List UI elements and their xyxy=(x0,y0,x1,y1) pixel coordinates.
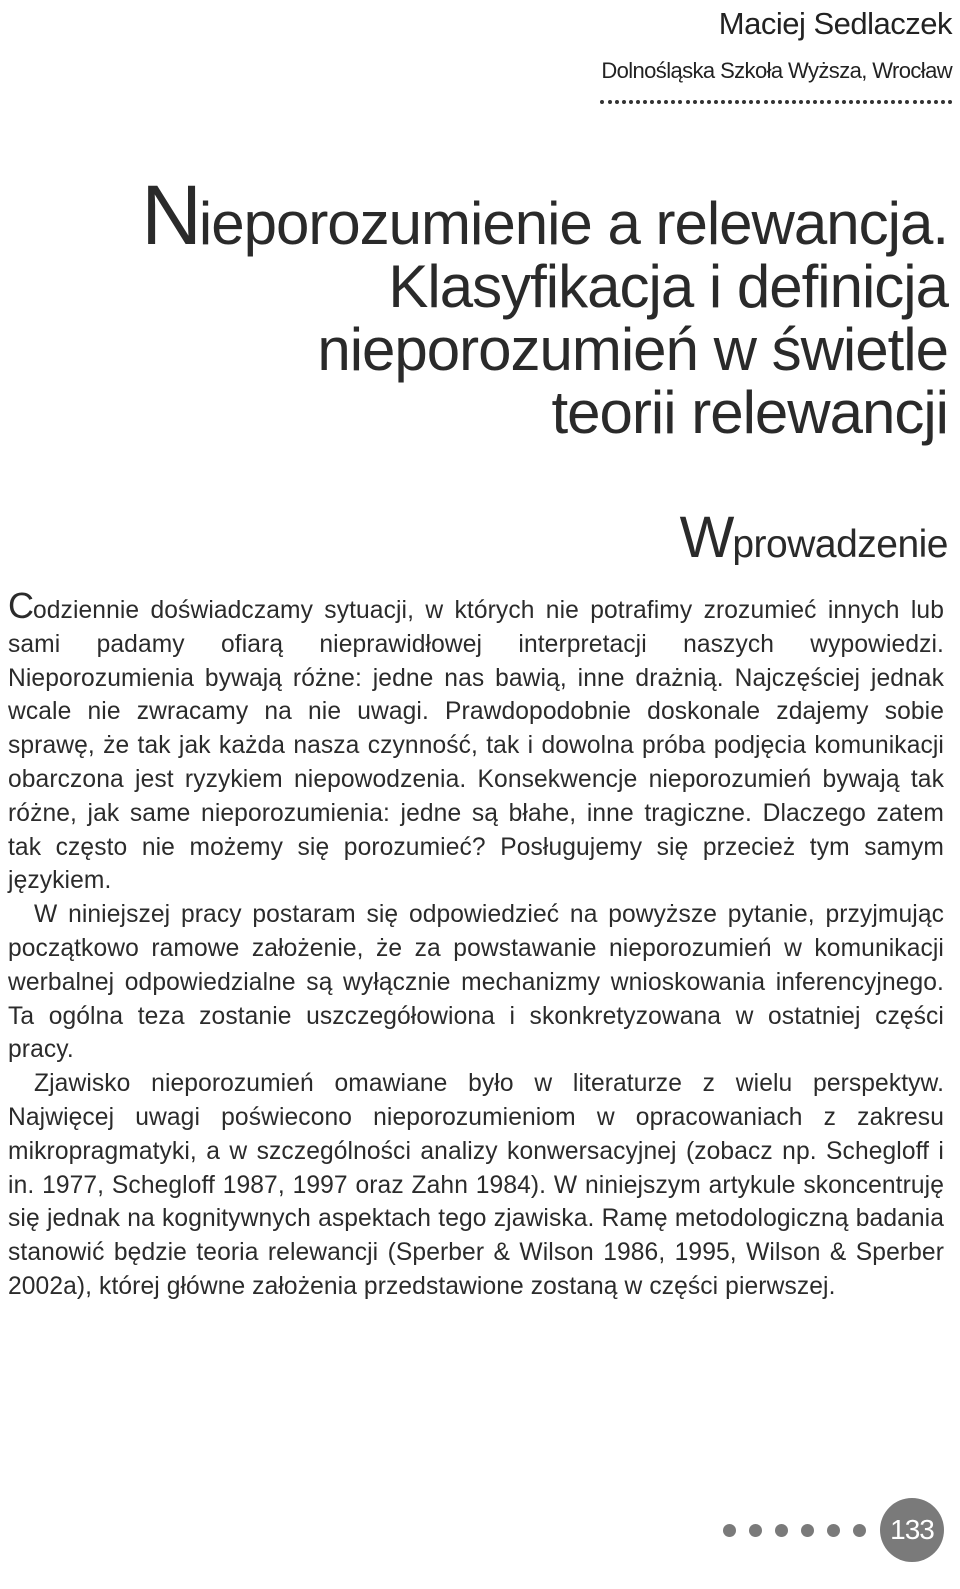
author-affiliation: Dolnośląska Szkoła Wyższa, Wrocław xyxy=(601,58,952,83)
rule-dot xyxy=(693,100,697,104)
rule-dot xyxy=(664,100,668,104)
rule-dot xyxy=(813,100,817,104)
rule-dot xyxy=(686,100,690,104)
article-title xyxy=(88,168,948,446)
footer-dot xyxy=(853,1524,866,1537)
title-line-1 xyxy=(88,168,948,262)
rule-dot xyxy=(778,100,782,104)
section-heading-text: prowadzenie xyxy=(732,523,948,566)
rule-dot xyxy=(941,100,945,104)
rule-dot xyxy=(920,100,924,104)
rule-dot xyxy=(806,100,810,104)
paragraph-3: Zjawisko nieporozumień omawiane było w literaturze z wielu perspektyw. Najwięcej uwagi poświecono nieporozumieniom w opracowaniach z zakresu mikropragmatyki, a w szczególności analizy konwersacyjnej (zobacz np. Schegloff i in. 1977, Schegloff 1987, 1997 oraz Zahn 1984). W niniejszym artykule skoncentruję się jednak na kognitywnych aspektach tego zjawiska. Ramę metodologiczną badania stanowić będzie teoria relewancji (Sperber & Wilson 1986, 1995, Wilson & Sperber 2002a), której główne założenia przedstawione zostaną w części pierwszej. xyxy=(8,1070,944,1300)
body-text xyxy=(8,585,944,1304)
paragraph-initial: C xyxy=(8,585,33,626)
rule-dot xyxy=(835,100,839,104)
rule-dot xyxy=(671,100,675,104)
paragraph-1 xyxy=(8,585,944,898)
rule-dot xyxy=(678,100,682,104)
rule-dot xyxy=(799,100,803,104)
rule-dot xyxy=(600,100,604,104)
rule-dot xyxy=(849,100,853,104)
rule-dot xyxy=(927,100,931,104)
rule-dot xyxy=(629,100,633,104)
rule-dot xyxy=(728,100,732,104)
rule-dot xyxy=(877,100,881,104)
rule-dot xyxy=(721,100,725,104)
rule-dot xyxy=(898,100,902,104)
author-name: Maciej Sedlaczek xyxy=(718,6,952,41)
running-header xyxy=(600,0,952,104)
footer-dot xyxy=(775,1524,788,1537)
rule-dot xyxy=(856,100,860,104)
page-footer xyxy=(723,1498,944,1562)
footer-dot xyxy=(801,1524,814,1537)
title-line-3: nieporozumień w świetle xyxy=(317,316,948,383)
rule-dot xyxy=(657,100,661,104)
rule-dot xyxy=(622,100,626,104)
dotted-rule xyxy=(600,100,952,104)
rule-dot xyxy=(934,100,938,104)
rule-dot xyxy=(820,100,824,104)
footer-dot xyxy=(827,1524,840,1537)
title-initial: N xyxy=(141,168,199,262)
rule-dot xyxy=(827,100,831,104)
rule-dot xyxy=(714,100,718,104)
footer-dot xyxy=(749,1524,762,1537)
rule-dot xyxy=(948,100,952,104)
rule-dot xyxy=(643,100,647,104)
rule-dot xyxy=(913,100,917,104)
rule-dot xyxy=(785,100,789,104)
rule-dot xyxy=(863,100,867,104)
paragraph-2: W niniejszej pracy postaram się odpowiedzieć na powyższe pytanie, przyjmując początkowo ramowe założenie, że za powstawanie nieporozumień w komunikacji werbalnej odpowiedzialne są wyłącznie mechanizmy wnioskowania inferencyjnego. Ta ogólna teza zostanie uszczegółowiona i skonkretyzowana w ostatniej części pracy. xyxy=(8,901,944,1064)
rule-dot xyxy=(636,100,640,104)
footer-dot xyxy=(723,1524,736,1537)
rule-dot xyxy=(842,100,846,104)
rule-dot xyxy=(742,100,746,104)
footer-dots xyxy=(723,1524,866,1537)
section-heading xyxy=(679,505,948,575)
rule-dot xyxy=(707,100,711,104)
page-number: 133 xyxy=(880,1498,944,1562)
rule-dot xyxy=(884,100,888,104)
section-initial: W xyxy=(679,505,733,570)
title-line-2: Klasyfikacja i definicja xyxy=(388,253,948,320)
title-line-1-text: ieporozumienie a relewancja. xyxy=(198,190,948,257)
rule-dot xyxy=(615,100,619,104)
rule-dot xyxy=(891,100,895,104)
paragraph-1-text: odziennie doświadczamy sytuacji, w których nie potrafimy zrozumieć innych lub sami padamy ofiarą nieprawidłowej interpretacji naszych wypowiedzi. Nieporozumienia bywają różne: jedne nas bawią, inne drażnią. Najczęściej jednak wcale nie zwracamy na nie uwagi. Prawdopodobnie doskonale zdajemy sobie sprawę, że tak jak każda nasza czynność, tak i dowolna próba podjęcia komunikacji obarczona jest ryzykiem niepowodzenia. Konsekwencje nieporozumień bywają tak różne, jak same nieporozumienia: jedne są błahe, inne tragiczne. Dlaczego zatem tak często nie możemy się porozumieć? Posługujemy się przecież tym samym językiem. xyxy=(8,597,944,895)
rule-dot xyxy=(749,100,753,104)
title-line-4: teorii relewancji xyxy=(551,379,948,446)
rule-dot xyxy=(764,100,768,104)
rule-dot xyxy=(771,100,775,104)
rule-dot xyxy=(905,100,909,104)
rule-dot xyxy=(792,100,796,104)
rule-dot xyxy=(700,100,704,104)
rule-dot xyxy=(735,100,739,104)
rule-dot xyxy=(608,100,612,104)
rule-dot xyxy=(756,100,760,104)
rule-dot xyxy=(870,100,874,104)
rule-dot xyxy=(650,100,654,104)
